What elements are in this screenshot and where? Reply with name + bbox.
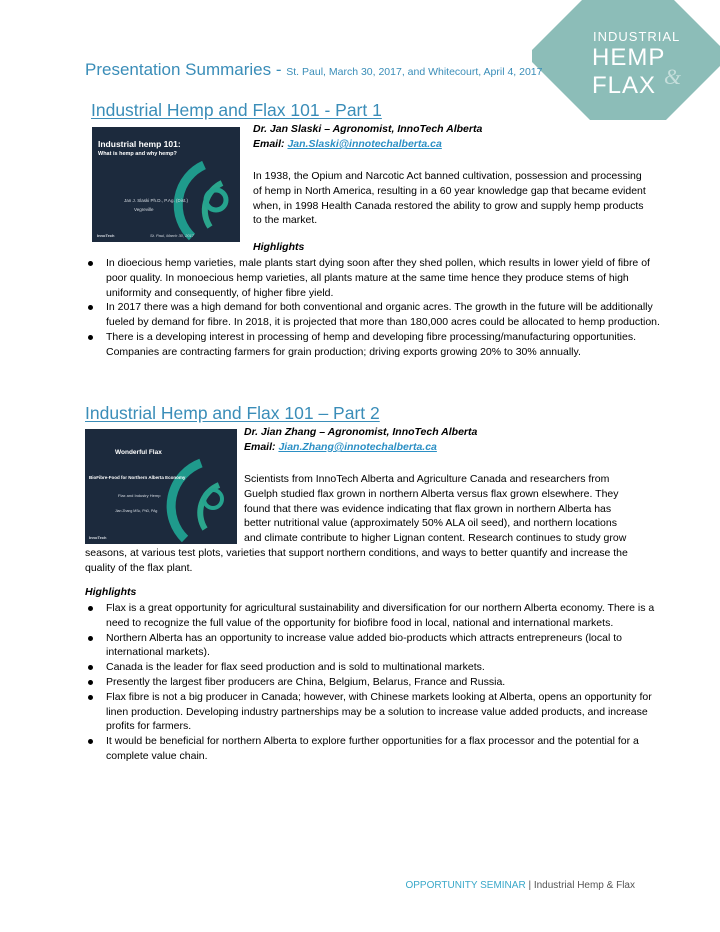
logo-industrial: INDUSTRIAL	[593, 29, 681, 44]
section2-bullet: It would be beneficial for northern Alberta to explore further opportunities for a flax processor and the potential for a complete value chain.	[85, 734, 660, 764]
section2-slide-image	[85, 429, 237, 544]
section1-email-link[interactable]: Jan.Slaski@innotechalberta.ca	[287, 138, 442, 150]
section1-bullet: In 2017 there was a high demand for both conventional and organic acres. The growth in the future will be additionally fueled by demand for fibre. In 2018, it is projected that more than 180,000 acres could be allocated to hemp production.	[85, 300, 660, 330]
section1-heading: Industrial Hemp and Flax 101 - Part 1	[91, 100, 382, 120]
slide2-subtitle: BioFibre-Food for Northern Alberta Economy	[89, 475, 186, 480]
section1-bullets	[85, 256, 660, 360]
section2-bullet: Flax is a great opportunity for agricultural sustainability and diversification for our northern Alberta economy. There is a need to recognize the full value of the opportunity for biofibre food in local, national and international markets.	[85, 601, 660, 631]
section2-heading: Industrial Hemp and Flax 101 – Part 2	[85, 403, 380, 423]
slide2-topic: Flax and Industry Hemp	[118, 493, 161, 498]
section2-bullet: Northern Alberta has an opportunity to increase value added bio-products which attracts entrepreneurs (local to international markets).	[85, 631, 660, 661]
slide2-brand: InnoTech	[89, 535, 107, 540]
section2-bullet: Presently the largest fiber producers are China, Belgium, Belarus, France and Russia.	[85, 675, 660, 690]
section2-paragraph-rest: seasons, at various test plots, varieties that support northern conditions, and ways to better quantify and increase the quality of the flax plant.	[85, 547, 628, 574]
logo	[532, 0, 720, 120]
section1-email-line	[253, 138, 442, 150]
page-title	[85, 60, 542, 80]
section2-bullets	[85, 601, 660, 764]
slide1-presenter: Jan J. Slaski Ph.D., P.Ag. (Dist.)	[124, 198, 188, 203]
logo-hemp: HEMP	[592, 44, 666, 71]
section1-email-label: Email:	[253, 138, 288, 150]
logo-ampersand: &	[664, 64, 682, 89]
section2-paragraph-line: Guelph studied flax grown in northern Alberta versus flax grown elsewhere. They	[244, 487, 619, 500]
section2-email-link[interactable]: Jian.Zhang@innotechalberta.ca	[278, 441, 437, 453]
section1-slide-image	[92, 127, 240, 242]
page-title-main: Presentation Summaries -	[85, 60, 287, 79]
section1-highlights-label: Highlights	[253, 241, 305, 253]
section2-highlights-label: Highlights	[85, 586, 137, 598]
page-footer	[405, 880, 635, 891]
section1-author: Dr. Jan Slaski – Agronomist, InnoTech Alberta	[253, 123, 483, 135]
logo-flax: FLAX	[592, 72, 657, 99]
slide1-title: Industrial hemp 101:	[98, 139, 181, 149]
slide2-presenter: Jian Zhang MSc, PhD, PAg	[115, 509, 158, 513]
slide2-arcs	[85, 429, 237, 544]
section2-email-label: Email:	[244, 441, 279, 453]
footer-topic: Industrial Hemp & Flax	[533, 880, 635, 891]
section2-paragraph-line: and climate contribute to higher Lignan content. Research continues to study grow	[244, 532, 627, 545]
section1-bullet: In dioecious hemp varieties, male plants start dying soon after they shed pollen, which results in lower yield of fibre of poor quality. In monoecious hemp varieties, all plants mature at the same time hence they produce stems of high uniformity and consequently, of higher fibre yield.	[85, 256, 660, 300]
section1-bullet: There is a developing interest in processing of hemp and developing fibre processing/manufacturing opportunities. Companies are contracting farmers for grain production; driving exports growing 20% to 30% annually.	[85, 330, 660, 360]
section2-author: Dr. Jian Zhang – Agronomist, InnoTech Alberta	[244, 426, 478, 438]
footer-separator: |	[525, 880, 534, 891]
section2-email-line	[244, 441, 437, 453]
slide1-date: St. Paul, March 30, 2017	[150, 233, 195, 238]
section2-bullet: Canada is the leader for flax seed production and is sold to multinational markets.	[85, 660, 660, 675]
slide1-subtitle: What is hemp and why hemp?	[98, 151, 177, 157]
slide2-title: Wonderful Flax	[115, 449, 162, 456]
footer-label: OPPORTUNITY SEMINAR	[405, 880, 526, 891]
section2-paragraph-line: found that there was evidence indicating that flax grown in northern Alberta has	[244, 502, 612, 515]
page-title-dates: St. Paul, March 30, 2017, and Whitecourt, April 4, 2017	[286, 66, 543, 78]
slide1-location: Vegreville	[134, 207, 154, 212]
section2-bullet: Flax fibre is not a big producer in Canada; however, with Chinese markets looking at Alberta, opens an opportunity for linen production. Developing industry partnerships may be a solution to increase value added products, and increase profits for farmers.	[85, 690, 660, 734]
section2-paragraph-line: Scientists from InnoTech Alberta and Agriculture Canada and researchers from	[244, 473, 610, 485]
section2-paragraph-line: better nutritional value (approximately 50% ALA oil seed), and northern locations	[244, 517, 617, 530]
section1-paragraph: In 1938, the Opium and Narcotic Act banned cultivation, possession and processing of hemp in North America, resulting in a 60 year knowledge gap that became evident when, in 1998 Health Canada restored the ability to grow and supply hemp products to the market.	[253, 170, 646, 227]
slide1-brand: InnoTech	[97, 233, 115, 238]
section2-paragraph-wrap	[244, 472, 654, 546]
